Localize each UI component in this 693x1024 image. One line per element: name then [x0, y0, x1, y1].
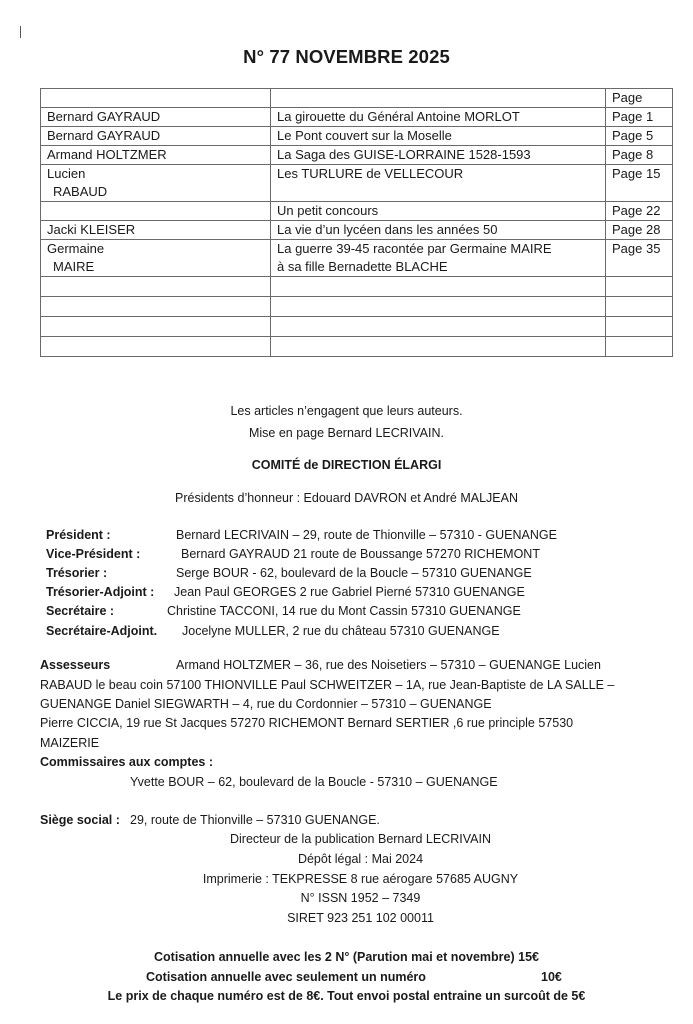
page-title: N° 77 NOVEMBRE 2025 — [243, 46, 450, 67]
toc-author — [41, 127, 271, 146]
toc-page: Page 28 — [606, 221, 673, 240]
toc-empty-row — [41, 337, 673, 357]
assessors-line: Pierre CICCIA, 19 rue St Jacques 57270 RICHEMONT Bernard SERTIER ,6 rue principle 57530 — [40, 716, 574, 730]
assessors-line: MAIZERIE — [40, 736, 100, 750]
toc-page: Page 22 — [606, 202, 673, 221]
toc-header-page: Page — [606, 89, 673, 108]
officer-value: Bernard GAYRAUD 21 route de Boussange 57270 RICHEMONT — [181, 547, 540, 561]
toc-row — [41, 146, 673, 165]
margin-mark — [20, 26, 21, 38]
officer-value: Serge BOUR - 62, boulevard de la Boucle – 57310 GUENANGE — [176, 566, 532, 580]
officer-secretary — [46, 604, 521, 618]
author-name: Armand HOLTZMER — [47, 147, 167, 162]
toc-title: La Saga des GUISE-LORRAINE 1528-1593 — [271, 146, 606, 165]
officer-assistant-secretary — [46, 624, 500, 638]
publication-director: Directeur de la publication Bernard LECRIVAIN — [229, 832, 491, 846]
pricing-two-issues: Cotisation annuelle avec les 2 N° (Parution mai et novembre) 15€ — [154, 950, 539, 964]
officer-value: Christine TACCONI, 14 rue du Mont Cassin 57310 GUENANGE — [167, 604, 521, 618]
toc-title: Le Pont couvert sur la Moselle — [271, 127, 606, 146]
toc-author — [41, 240, 271, 277]
assessors-label: Assesseurs — [40, 658, 111, 672]
officer-assistant-treasurer — [46, 585, 525, 599]
disclaimer: Les articles n’engagent que leurs auteurs. — [230, 404, 463, 418]
hq-value: 29, route de Thionville – 57310 GUENANGE. — [130, 813, 380, 827]
toc-row — [41, 202, 673, 221]
pricing-single-issue: Le prix de chaque numéro est de 8€. Tout envoi postal entraine un surcoût de 5€ — [107, 989, 586, 1003]
toc-author — [41, 146, 271, 165]
author-name: Jacki KLEISER — [47, 222, 136, 237]
toc-title: Les TURLURE de VELLECOUR — [271, 165, 606, 202]
officer-vice-president — [46, 547, 540, 561]
printer: Imprimerie : TEKPRESSE 8 rue aérogare 57685 AUGNY — [202, 872, 519, 886]
officer-role: Secrétaire-Adjoint. — [46, 624, 158, 638]
toc-row — [41, 240, 673, 277]
pricing-one-issue-label: Cotisation annuelle avec seulement un numéro — [146, 970, 426, 984]
officer-role: Trésorier-Adjoint : — [46, 585, 155, 599]
table-of-contents — [40, 88, 673, 357]
author-last-name: RABAUD — [53, 184, 108, 199]
toc-title: La girouette du Général Antoine MORLOT — [271, 108, 606, 127]
toc-title: Un petit concours — [271, 202, 606, 221]
pricing-one-issue-price: 10€ — [541, 970, 562, 984]
siret: SIRET 923 251 102 00011 — [287, 911, 434, 925]
toc-author — [41, 202, 271, 221]
toc-author — [41, 165, 271, 202]
author-name: Bernard GAYRAUD — [47, 109, 161, 124]
officer-value: Jocelyne MULLER, 2 rue du château 57310 GUENANGE — [182, 624, 500, 638]
assessors-line: GUENANGE Daniel SIEGWARTH – 4, rue du Cordonnier – 57310 – GUENANGE — [40, 697, 492, 711]
officer-value: Bernard LECRIVAIN – 29, route de Thionville – 57310 - GUENANGE — [176, 528, 557, 542]
toc-row — [41, 127, 673, 146]
title-line-1: La guerre 39-45 racontée par Germaine MAIRE — [277, 241, 552, 256]
title-line-2: à sa fille Bernadette BLACHE — [277, 259, 448, 274]
toc-title: La vie d’un lycéen dans les années 50 — [271, 221, 606, 240]
toc-header-author — [41, 89, 271, 108]
auditors-value: Yvette BOUR – 62, boulevard de la Boucle - 57310 – GUENANGE — [130, 775, 498, 789]
toc-title — [271, 240, 606, 277]
toc-page: Page 15 — [606, 165, 673, 202]
committee-heading: COMITÉ de DIRECTION ÉLARGI — [251, 458, 442, 472]
toc-author — [41, 221, 271, 240]
assessors-line: Armand HOLTZMER – 36, rue des Noisetiers – 57310 – GUENANGE Lucien — [176, 658, 601, 672]
officer-role: Secrétaire : — [46, 604, 115, 618]
toc-header-row — [41, 89, 673, 108]
toc-row — [41, 108, 673, 127]
officer-role: Trésorier : — [46, 566, 108, 580]
toc-empty-row — [41, 277, 673, 297]
toc-header-title — [271, 89, 606, 108]
honorary-presidents: Présidents d’honneur : Edouard DAVRON et André MALJEAN — [175, 491, 518, 505]
assessors-line: RABAUD le beau coin 57100 THIONVILLE Paul SCHWEITZER – 1A, rue Jean-Baptiste de LA SALLE – — [40, 678, 615, 692]
auditors-label: Commissaires aux comptes : — [40, 755, 213, 769]
hq-label: Siège social : — [40, 813, 120, 827]
toc-row — [41, 221, 673, 240]
officer-role: Président : — [46, 528, 111, 542]
officer-value: Jean Paul GEORGES 2 rue Gabriel Pierné 57310 GUENANGE — [174, 585, 525, 599]
author-name: Bernard GAYRAUD — [47, 128, 161, 143]
toc-page: Page 5 — [606, 127, 673, 146]
toc-empty-row — [41, 317, 673, 337]
toc-page: Page 1 — [606, 108, 673, 127]
toc-author — [41, 108, 271, 127]
author-first-name: Germaine — [47, 241, 105, 256]
author-first-name: Lucien — [47, 166, 86, 181]
officer-role: Vice-Président : — [46, 547, 141, 561]
toc-page: Page 35 — [606, 240, 673, 277]
toc-page: Page 8 — [606, 146, 673, 165]
author-last-name: MAIRE — [53, 259, 95, 274]
issn: N° ISSN 1952 – 7349 — [300, 891, 421, 905]
officer-president — [46, 528, 557, 542]
toc-row — [41, 165, 673, 202]
layout-credit: Mise en page Bernard LECRIVAIN. — [248, 426, 444, 440]
toc-empty-row — [41, 297, 673, 317]
officer-treasurer — [46, 566, 532, 580]
legal-deposit: Dépôt légal : Mai 2024 — [297, 852, 424, 866]
